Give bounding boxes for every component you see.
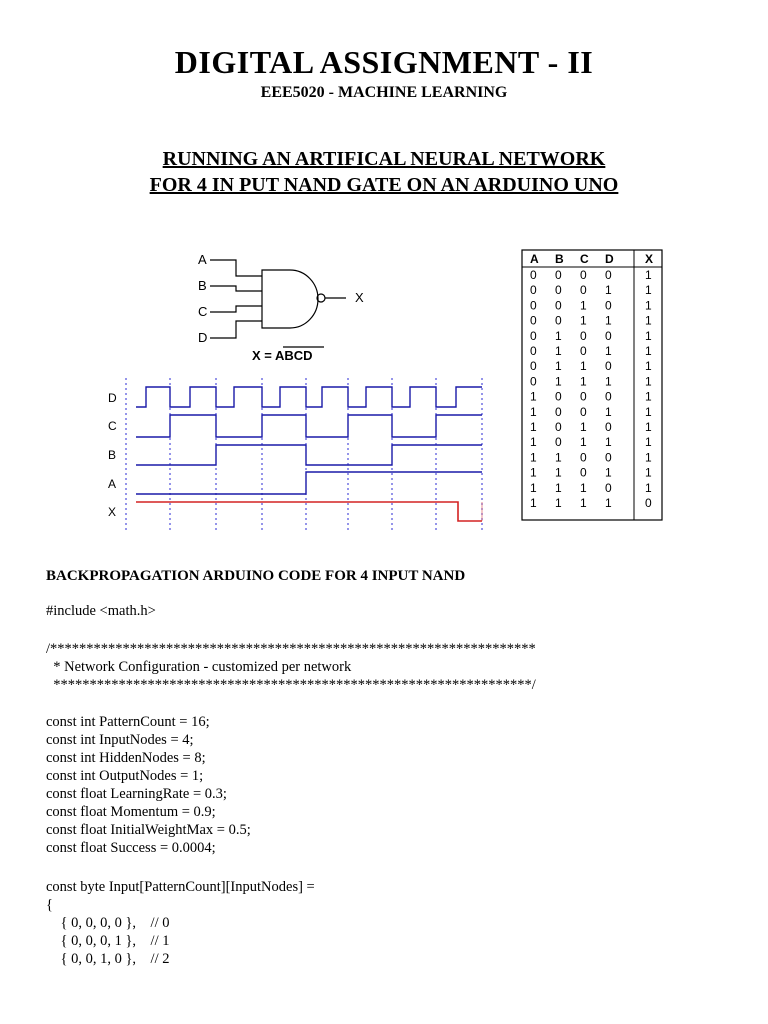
constant-line: const float LearningRate = 0.3; [46,786,227,802]
truth-table-cell: 1 [555,374,562,389]
truth-table-cell: 1 [580,435,587,450]
truth-table-cell: 1 [555,496,562,510]
truth-table-cell: 0 [555,435,562,450]
truth-table-cell: 0 [605,450,612,465]
timing-diagram [126,378,482,530]
course-subtitle: EEE5020 - MACHINE LEARNING [260,84,508,101]
truth-table-cell: 1 [555,465,562,480]
truth-table-cell: 1 [605,496,612,510]
truth-table-cell: 1 [555,480,562,495]
truth-table-cell: 1 [530,480,537,495]
truth-table-cell: 0 [580,404,587,419]
constant-line: const int InputNodes = 4; [46,732,194,748]
truth-table-cell: 1 [555,344,562,358]
truth-table-cell: 0 [555,420,562,434]
code-constants [46,713,251,857]
constant-line: const int OutputNodes = 1; [46,768,204,784]
truth-table-cell: 1 [645,283,652,298]
truth-table-cell: 1 [580,480,587,495]
truth-table-cell: 0 [555,298,562,313]
truth-table-cell: 0 [605,328,612,343]
truth-table-cell: 1 [605,465,612,480]
timing-dotted-lines [126,378,482,530]
truth-table-cell: 1 [645,328,652,343]
gate-input-d: D [198,330,208,345]
truth-table-cell: 1 [555,450,562,465]
truth-table-cell: 0 [530,359,537,374]
truth-table-cell: 0 [555,313,562,328]
truth-table-cell: 1 [530,496,537,510]
truth-table-cell: 1 [530,435,537,450]
code-input-array [46,878,315,968]
truth-table-header: C [580,252,589,266]
comment-line: * Network Configuration - customized per network [46,659,352,675]
code-include: #include <math.h> [46,603,156,619]
truth-table-cell: 0 [555,389,562,404]
truth-table-cell: 1 [645,389,652,404]
truth-table-cell: 0 [530,298,537,313]
truth-table-cell: 0 [530,344,537,358]
input-array-line: { 0, 0, 1, 0 }, // 2 [46,951,170,967]
truth-table-cell: 1 [530,404,537,419]
truth-table-cell: 0 [555,404,562,419]
comment-line: ******************************************************************/ [46,677,536,693]
truth-table-cell: 0 [530,268,537,282]
timing-wave-x [136,502,482,521]
truth-table-cell: 0 [605,420,612,434]
truth-table-cell: 1 [580,496,587,510]
truth-table-cell: 1 [645,435,652,450]
input-array-line: const byte Input[PatternCount][InputNodes] = [46,879,315,895]
truth-table-header: A [530,252,539,266]
truth-table-cell: 1 [605,374,612,389]
truth-table-cell: 1 [645,359,652,374]
truth-table-cell: 0 [605,480,612,495]
truth-table-header: B [555,252,564,266]
truth-table-header: X [645,252,654,266]
truth-table-cell: 1 [605,344,612,358]
truth-table-cell: 0 [605,298,612,313]
gate-output-x: X [355,290,364,305]
timing-label-d: D [108,391,117,405]
truth-table-cell: 1 [645,313,652,328]
truth-table-header: D [605,252,614,266]
truth-table-cell: 0 [605,359,612,374]
gate-input-c: C [198,304,208,319]
input-array-line: { [46,897,53,913]
truth-table-cell: 1 [605,435,612,450]
truth-table-cell: 1 [645,374,652,389]
heading-line-2: FOR 4 IN PUT NAND GATE ON AN ARDUINO UNO [149,174,619,196]
gate-diagram [210,260,346,338]
truth-table-cell: 0 [530,313,537,328]
truth-table [522,250,662,520]
truth-table-cell: 0 [530,374,537,389]
constant-line: const int PatternCount = 16; [46,714,210,730]
gate-equation: X = ABCD [252,348,313,363]
truth-table-cell: 0 [555,268,562,282]
truth-table-cell: 1 [605,313,612,328]
truth-table-cell: 0 [580,344,587,358]
truth-table-cell: 0 [645,496,652,510]
truth-table-cell: 0 [580,268,587,282]
timing-wave-a [136,472,482,494]
truth-table-cell: 1 [580,298,587,313]
truth-table-cell: 1 [645,465,652,480]
code-comment-block [46,640,536,694]
truth-table-cell: 1 [555,328,562,343]
truth-table-cell: 1 [645,404,652,419]
truth-table-cell: 1 [605,404,612,419]
truth-table-cell: 0 [580,328,587,343]
truth-table-cell: 1 [580,374,587,389]
truth-table-cell: 1 [555,359,562,374]
truth-table-cell: 1 [645,450,652,465]
truth-table-cell: 1 [530,420,537,434]
truth-table-cell: 1 [645,344,652,358]
truth-table-cell: 1 [645,420,652,434]
truth-table-cell: 0 [580,283,587,298]
truth-table-cell: 1 [580,313,587,328]
truth-table-cell: 0 [530,283,537,298]
timing-wave-c [136,415,482,437]
nand-figure [94,240,666,540]
timing-label-x: X [108,505,117,519]
document-title: DIGITAL ASSIGNMENT - II [174,44,594,80]
heading-line-1: RUNNING AN ARTIFICAL NEURAL NETWORK [162,148,606,170]
timing-label-b: B [108,448,117,462]
truth-table-cell: 0 [555,283,562,298]
truth-table-cell: 1 [530,465,537,480]
truth-table-cell: 0 [530,328,537,343]
gate-input-a: A [198,252,207,267]
truth-table-cell: 1 [645,480,652,495]
truth-table-cell: 1 [580,420,587,434]
truth-table-cell: 0 [580,465,587,480]
truth-table-cell: 1 [605,283,612,298]
truth-table-cell: 0 [605,268,612,282]
truth-table-cell: 1 [530,450,537,465]
truth-table-cell: 1 [530,389,537,404]
comment-line: /******************************************************************* [46,641,536,657]
constant-line: const int HiddenNodes = 8; [46,750,206,766]
truth-table-cell: 1 [645,268,652,282]
truth-table-cell: 0 [580,450,587,465]
timing-label-c: C [108,419,117,433]
truth-table-cell: 0 [605,389,612,404]
constant-line: const float InitialWeightMax = 0.5; [46,822,251,838]
nand-figure-svg [94,240,666,540]
timing-label-a: A [108,477,117,491]
truth-table-cell: 1 [580,359,587,374]
truth-table-cell: 0 [580,389,587,404]
timing-wave-b [136,445,482,465]
truth-table-cell: 1 [645,298,652,313]
section-title: BACKPROPAGATION ARDUINO CODE FOR 4 INPUT NAND [46,568,466,584]
constant-line: const float Success = 0.0004; [46,840,216,856]
input-array-line: { 0, 0, 0, 0 }, // 0 [46,915,170,931]
timing-wave-d [136,387,482,407]
input-array-line: { 0, 0, 0, 1 }, // 1 [46,933,170,949]
gate-input-b: B [198,278,207,293]
constant-line: const float Momentum = 0.9; [46,804,216,820]
